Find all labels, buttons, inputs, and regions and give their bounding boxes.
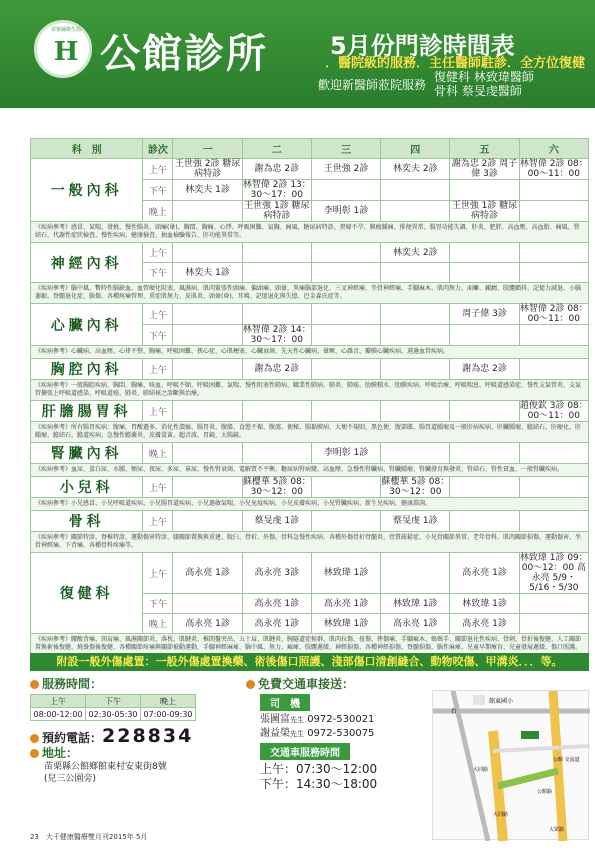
doctor-cell: 林奕夫 2診 (381, 243, 450, 263)
doctor-cell (173, 477, 242, 498)
doctor-cell (311, 263, 380, 283)
hours-head: 下午 (86, 695, 141, 708)
disease-note-row (31, 532, 589, 553)
doctor-cell: 周子偉 3診 (450, 304, 519, 325)
slot-label: 晚上 (143, 201, 173, 222)
disease-note-row (31, 283, 589, 304)
doctor-cell: 王世強 2診 (311, 159, 380, 180)
doctor-cell: 蘇櫻華 5診 08：30～12：00 (381, 477, 450, 497)
doctor-cell: 高永亮 1診 (242, 614, 311, 634)
doctor-cell: 高永亮 1診 (311, 594, 380, 614)
welcome-text: 歡迎新醫師蒞院服務 (318, 78, 427, 92)
hours-value: 02:30-05:30 (86, 708, 141, 721)
doctor-cell: 李明彰 1診 (311, 443, 380, 464)
disease-note: 《疾病參考》關節特診、脊椎特診、運動傷害特診、膝關節置換與重建、脫臼、骨折、外傷、骨科急慢性疾病、各種外傷骨折骨髓炎、骨質疏鬆症、小兒骨關節異常、老年骨科、肌肉關節損傷、運動傷害、坐骨神經痛、下背痛、各種骨科疼痛等。 (31, 532, 589, 553)
doctor-cell (381, 263, 450, 283)
disease-note: 《疾病參考》血尿、蛋白尿、水腫、頻尿、夜尿、多尿、寡尿、慢性腎衰竭、電解質不平衡、糖尿病腎病變、高血壓、急慢性腎臟病、腎臟腫瘤、腎臟發育與發炎、腎結石、腎性貧血、一般腎臟疾病。 (31, 464, 589, 477)
shuttle-hours-label: 交通車服務時間 (260, 743, 350, 760)
slot-label: 上午 (143, 477, 173, 498)
logo-text: 苗栗縣衛生局 (50, 27, 81, 33)
doctor-cell (311, 243, 380, 263)
column-header: 六 (519, 139, 588, 159)
new-doctor-1: 復健科 林致瑋醫師 (434, 70, 534, 84)
doctor-cell (242, 401, 311, 422)
doctor-cell (450, 443, 519, 464)
clinic-timetable (30, 138, 589, 655)
slot-label: 晚上 (143, 443, 173, 464)
hours-head: 上午 (31, 695, 86, 708)
doctor-cell (450, 477, 519, 498)
address-line: (兒三公園旁) (44, 774, 97, 784)
doctor-cell: 林致瑋 1診 (311, 553, 380, 594)
doctor-cell: 林智偉 2診 08：00～11：00 (519, 304, 588, 324)
slot-label: 晚上 (143, 614, 173, 634)
disease-note-row (31, 380, 589, 401)
schedule-row (31, 243, 589, 263)
schedule-row (31, 477, 589, 498)
hours-value: 08:00-12:00 (31, 708, 86, 721)
doctor-cell (242, 243, 311, 263)
address-title: 地址： (30, 745, 240, 761)
doctor-cell: 林智偉 2診 14：30～17：00 (242, 325, 311, 345)
schedule-row (31, 443, 589, 464)
doctor-cell (519, 359, 588, 380)
column-header: 一 (173, 139, 242, 159)
doctor-cell: 林奕夫 1診 (173, 263, 242, 283)
doctor-cell: 趙俊欽 3診 08：00～11：00 (519, 401, 588, 421)
doctor-cell: 林致瑋 1診 (311, 614, 380, 634)
disease-note-row (31, 346, 589, 359)
slot-label: 上午 (143, 553, 173, 594)
disease-note: 《疾病參考》所有腸胃疾病：腹痛、胃酸過多、消化性潰瘍、腸胃炎、腹脹、食慾不振、腹瀉、便秘、腸黏膜病、大便不規則、黑色便、腹部脹、腸胃道腫瘤及一般肝病疾病、肝臟腫瘤、膽結石、肝硬化、肝腫瘤、膽結石、膽道疾病、急慢性膽囊炎、皮膚蛋黃、超音波、胃鏡、大腸鏡。 (31, 422, 589, 443)
schedule-row (31, 359, 589, 380)
doctor-cell (242, 263, 311, 283)
doctor-cell (381, 443, 450, 464)
slot-label: 上午 (143, 159, 173, 180)
doctor-cell: 謝為忠 2診 周子偉 3診 (451, 159, 518, 179)
service-info (30, 676, 240, 785)
doctor-cell: 謝為忠 2診 (242, 359, 311, 380)
doctor-cell (519, 477, 588, 498)
slot-label: 上午 (143, 511, 173, 532)
page-header (0, 0, 595, 108)
doctor-cell (519, 614, 588, 634)
doctor-cell (381, 401, 450, 422)
doctor-cell: 林致瑋 1診 (381, 594, 450, 614)
location-map (432, 690, 589, 840)
disease-note: 《疾病參考》感冒、氣喘、發燒、慢性腸炎、頭痛(暈)、胸悶、胸痛、心悸、呼吸困難、氣胸、痛風、糖尿病特診、貴婦不孕、膜瘤腫痛、排便異常、腸胃功能失調、肝炎、肥胖、高血壓、高血脂、痛風、腎結石、代謝性症狀檢查、慢性疾病、健康檢查、抽血檢驗報告、肝功能異常等。 (31, 222, 589, 243)
doctor-cell (381, 304, 450, 325)
column-header: 四 (381, 139, 450, 159)
dept-name: 心臟內科 (31, 304, 143, 346)
doctor-cell: 高永亮 3診 (242, 553, 311, 594)
map-label: 公館 交流道 (553, 757, 580, 763)
doctor-cell (311, 180, 380, 201)
driver-1: 張圖富先生 0972-530021 (260, 714, 375, 725)
dept-name: 小兒科 (31, 477, 143, 498)
doctor-cell: 謝為忠 2診 (450, 359, 519, 380)
map-label: 大同路 (493, 812, 509, 818)
dept-name: 神經內科 (31, 243, 143, 283)
extra-services-banner: 附設一般外傷處置：一般外傷處置換藥、術後傷口照護、淺部傷口清創縫合、動物咬傷、甲溝炎．．．等。 (30, 653, 589, 671)
slot-label: 下午 (143, 180, 173, 201)
doctor-cell (450, 243, 519, 263)
clinic-name: 公館診所 (100, 30, 268, 77)
map-label: 台 (451, 708, 458, 715)
disease-note-row (31, 464, 589, 477)
doctor-cell (173, 401, 242, 422)
doctor-cell: 蔡旻虔 1診 (242, 511, 311, 532)
schedule-title: 5月份門診時間表 (330, 32, 515, 60)
disease-note: 《疾病參考》腰酸背痛、頸肩痛、風濕關節炎、落枕、肌腱炎、椎間盤突出、五十肩、肌腱炎、腕隧道症候群、肌肉拉傷、扭傷、挫傷痛、手腳痲木、媽媽手、關節退化性疾病、骨刺、骨折後復健、人工關節置換術後復健、燒燙傷後復健、各種關節疼痛與關節被動運動、手腳神經麻痺、腦中風、無力、痲痺、肢體遲緩、神經損傷、各種神經損傷、脊髓損傷、腦性麻痺、兒童早期療育、兒童發展遲緩、傷口照護。 (31, 634, 589, 655)
slot-label: 下午 (143, 325, 173, 346)
disease-note: 《疾病參考》腦中風、暫時性腦缺血、血管硬化阻塞、風濕病、肌肉緊張性頭痛、偏頭痛、頭暈、異痛腦部退化、三叉神經痛、坐骨神經痛、手腳麻木、肌肉無力、面癱、癲癇、肢體顫抖、記憶力減退、小腦萎縮、脊髓退化症、腦傷、各種疼痛管理、重症肌無力、皮肌炎、頭暈(昏)、耳鳴、記憶退化與失憶、巴金森氏症等。 (31, 283, 589, 304)
page-number: 23 (30, 833, 39, 841)
doctor-cell (450, 325, 519, 346)
doctor-cell (381, 359, 450, 380)
doctor-cell: 王世強 1診 糖尿病特診 (451, 201, 518, 221)
clinic-marker (521, 731, 539, 739)
slot-label: 下午 (143, 263, 173, 283)
column-header: 五 (450, 139, 519, 159)
doctor-cell (519, 443, 588, 464)
slot-label: 上午 (143, 359, 173, 380)
doctor-cell (381, 180, 450, 201)
shuttle-hours-am: 上午：07:30～12:00 (260, 762, 378, 776)
doctor-cell: 林奕夫 2診 (381, 159, 450, 180)
disease-note-row (31, 498, 589, 511)
doctor-cell (519, 325, 588, 346)
doctor-cell: 林奕夫 1診 (173, 180, 242, 201)
dept-name: 肝膽腸胃科 (31, 401, 143, 422)
column-header: 二 (242, 139, 311, 159)
slogan: ．醫院級的服務．主任醫師駐診．全方位復健 (324, 56, 585, 71)
driver-2: 謝益榮先生 0972-530075 (260, 728, 375, 739)
clinic-logo (34, 20, 92, 78)
schedule-row (31, 304, 589, 325)
hours-head: 晚上 (141, 695, 196, 708)
map-label: 館東國小 (489, 698, 514, 705)
doctor-cell (242, 443, 311, 464)
hours-value: 07:00-09:30 (141, 708, 196, 721)
doctor-cell: 高永亮 1診 (242, 594, 311, 614)
service-hours-title: 服務時間： (30, 676, 240, 692)
map-svg (433, 691, 590, 841)
doctor-cell (173, 594, 242, 614)
schedule-row (31, 553, 589, 594)
schedule-row (31, 511, 589, 532)
doctor-cell (242, 304, 311, 325)
schedule-row (31, 401, 589, 422)
doctor-cell (311, 325, 380, 346)
driver-phone[interactable]: 0972-530075 (307, 728, 375, 739)
bullet-icon (30, 734, 39, 743)
doctor-cell (519, 594, 588, 614)
map-label: 大眾路 (549, 827, 565, 833)
doctor-cell: 林智偉 2診 13：30～17：00 (242, 180, 311, 200)
schedule-row (31, 159, 589, 180)
doctor-cell (450, 263, 519, 283)
doctor-cell: 蔡旻虔 1診 (381, 511, 450, 532)
doctor-cell: 王世強 2診 糖尿病特診 (174, 159, 241, 179)
map-label: 公館路 (537, 789, 553, 795)
dept-name: 腎臟內科 (31, 443, 143, 464)
doctor-cell: 高永亮 1診 (450, 614, 519, 634)
doctor-cell: 謝為忠 2診 (242, 159, 311, 180)
doctor-cell (450, 180, 519, 201)
column-header: 三 (311, 139, 380, 159)
disease-note: 《疾病參考》一般胸腔疾病、胸悶、胸痛、咳血、呼吸不順、呼吸困難、氣喘、慢性阻塞性肺病、職業性肺病、肺炎、肺癌、肋膜積水、肋膜疾病、呼吸治療、呼吸喘息、呼吸道感染症、慢性支氣管炎、支氣管擴張上呼吸道感染、呼吸道癌、肺炎、肺結核之診斷與治療。 (31, 380, 589, 401)
doctor-cell (381, 553, 450, 594)
doctor-cell: 蘇櫻華 5診 08：30～12：00 (242, 477, 311, 497)
doctor-cell (450, 401, 519, 422)
doctor-cell: 林致瑋 1診 (450, 594, 519, 614)
service-hours-table (30, 694, 196, 721)
dept-name: 一般內科 (31, 159, 143, 222)
doctor-cell (381, 325, 450, 346)
page-footer (30, 832, 147, 842)
doctor-cell (519, 180, 588, 201)
bullet-icon (246, 680, 255, 689)
doctor-cell: 李明彰 1診 (311, 201, 380, 222)
doctor-cell (381, 201, 450, 222)
slot-label: 上午 (143, 304, 173, 325)
column-header: 診次 (143, 139, 173, 159)
column-header: 科 別 (31, 139, 143, 159)
bullet-icon (30, 749, 39, 758)
disease-note: 《疾病參考》小兒感冒、小兒呼吸道疾病、小兒腸胃道疾病、小兒過敏氣喘、小兒免疫疾病、小兒皮膚疾病、小兒腎臟疾病、新生兒疾病、健康諮詢。 (31, 498, 589, 511)
booking-phone[interactable]: 預約電話：228834 (30, 727, 240, 745)
doctor-cell (519, 201, 588, 222)
bullet-icon (30, 680, 39, 689)
dept-name: 復健科 (31, 553, 143, 634)
address-line: 苗栗縣公館鄉館東村安東街8號 (44, 762, 167, 772)
doctor-cell (173, 325, 242, 346)
doctor-cell (519, 243, 588, 263)
shuttle-info (246, 676, 436, 792)
new-doctor-2: 骨科 蔡旻虔醫師 (434, 84, 522, 98)
shuttle-hours-pm: 下午：14:30～18:00 (260, 777, 378, 791)
doctor-cell (519, 263, 588, 283)
phone-number[interactable]: 228834 (102, 725, 194, 747)
disease-note-row (31, 422, 589, 443)
logo-h-icon: H (53, 37, 79, 67)
doctor-cell: 高永亮 1診 (450, 553, 519, 594)
doctor-cell (311, 359, 380, 380)
doctor-cell (173, 243, 242, 263)
doctor-cell: 高永亮 1診 (173, 553, 242, 594)
slot-label: 下午 (143, 594, 173, 614)
doctor-cell (450, 511, 519, 532)
doctor-cell (173, 201, 242, 222)
disease-note-row (31, 634, 589, 655)
doctor-cell (311, 477, 380, 498)
doctor-cell: 高永亮 1診 (381, 614, 450, 634)
dept-name: 胸腔內科 (31, 359, 143, 380)
doctor-cell (311, 401, 380, 422)
disease-note-row (31, 222, 589, 243)
doctor-cell: 高永亮 1診 (173, 614, 242, 634)
new-doctors (434, 70, 534, 98)
doctor-cell: 王世強 1診 糖尿病特診 (244, 201, 310, 221)
doctor-cell (173, 359, 242, 380)
doctor-cell (519, 511, 588, 532)
driver-label: 司 機 (260, 694, 310, 711)
slot-label: 上午 (143, 401, 173, 422)
disease-note: 《疾病參考》心臟病、高血壓、心律不整、胸痛、呼吸困難、狹心症、心肌梗塞、心臟衰竭、先天性心臟病、暈厥、心雜音、瓣膜心臟疾病、週邊血管疾病。 (31, 346, 589, 359)
dept-name: 骨科 (31, 511, 143, 532)
shuttle-title: 免費交通車接送： (246, 676, 436, 692)
doctor-cell: 林智偉 2診 08：00～11：00 (519, 159, 588, 179)
doctor-cell (311, 304, 380, 325)
doctor-cell: 林致瑋 1診 09：00～12：00 高永亮 5/9・5/16・5/30 (519, 553, 588, 593)
doctor-cell (173, 443, 242, 464)
footer-text: 大千健康醫療雙月刊2015年 5月 (45, 833, 148, 841)
doctor-cell (173, 511, 242, 532)
map-label: 大同路 (473, 767, 489, 773)
slot-label: 上午 (143, 243, 173, 263)
driver-phone[interactable]: 0972-530021 (307, 714, 375, 725)
doctor-cell (173, 304, 242, 325)
doctor-cell (311, 511, 380, 532)
